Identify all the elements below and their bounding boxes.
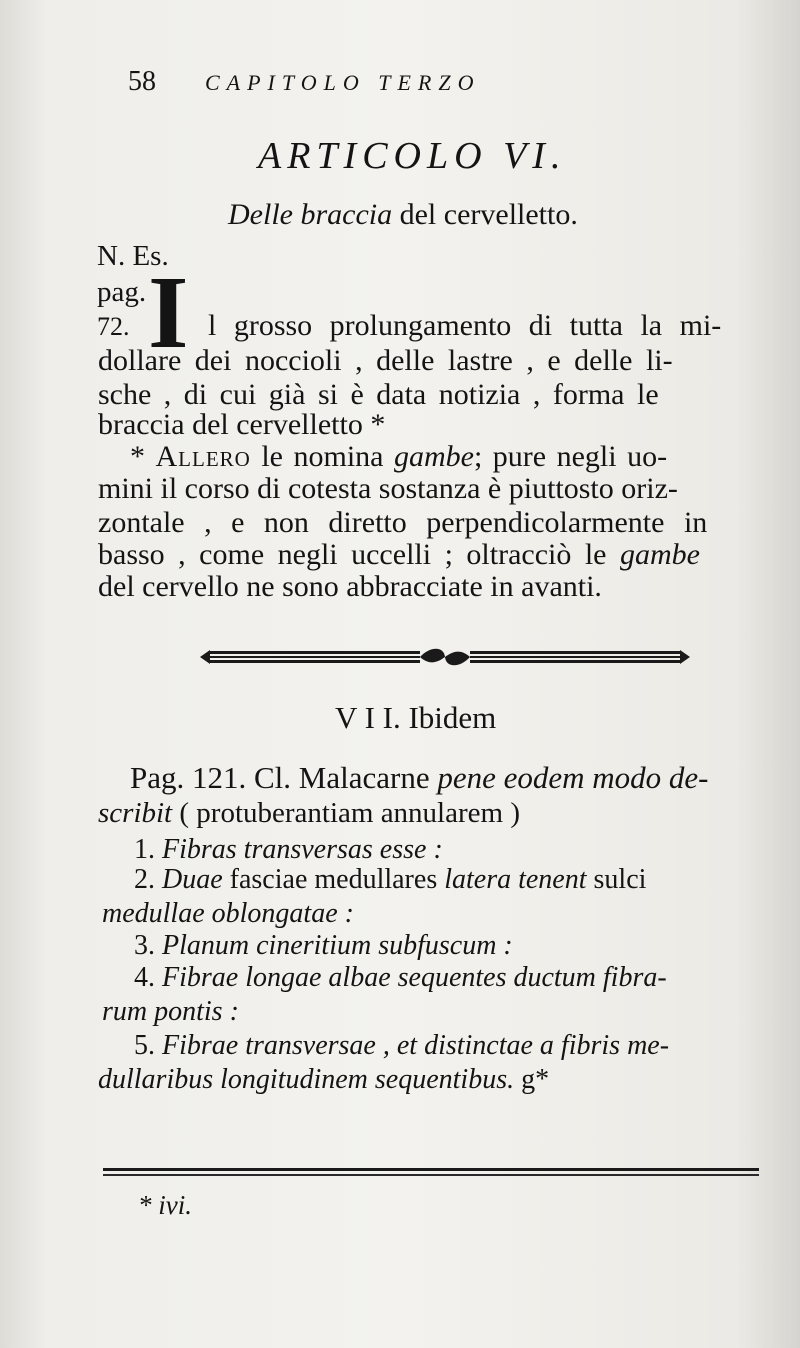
body-line: sche , di cui già si è data notizia , forma le <box>98 378 659 411</box>
body-line: dollare dei noccioli , delle lastre , e delle li- <box>98 344 673 377</box>
page-number: 58 <box>128 66 156 97</box>
list-item: 3. Planum cineritium subfuscum : <box>134 930 513 961</box>
list-item-continuation: dullaribus longitudinem sequentibus. g* <box>98 1064 550 1095</box>
chapter-title: CAPITOLO TERZO <box>205 70 481 95</box>
margin-reference-2: pag. <box>97 276 147 308</box>
section-heading: V I I. Ibidem <box>335 700 497 735</box>
list-item-continuation: rum pontis : <box>102 996 239 1027</box>
rule-line <box>103 1174 759 1176</box>
list-item: 2. Duae fasciae medullares latera tenent sulci <box>134 864 647 895</box>
footnote-line: del cervello ne sono abbracciate in avanti. <box>98 570 602 603</box>
list-item: 4. Fibrae longae albae sequentes ductum fibra- <box>134 962 667 993</box>
list-item: 1. Fibras transversas esse : <box>134 834 443 865</box>
footnote-line: basso , come negli uccelli ; oltracciò le gambe <box>98 538 700 571</box>
running-head <box>128 66 480 98</box>
list-item-continuation: medullae oblongatae : <box>102 898 354 929</box>
margin-reference-3: 72. <box>97 312 130 341</box>
footnote-line: mini il corso di cotesta sostanza è piuttosto oriz- <box>98 472 678 505</box>
section-intro-line: Pag. 121. Cl. Malacarne pene eodem modo de- <box>130 760 709 795</box>
article-heading: ARTICOLO VI. <box>258 135 567 177</box>
ornamental-divider <box>198 646 692 668</box>
author-name: Allero <box>155 440 251 473</box>
body-line: l grosso prolungamento di tutta la mi- <box>208 309 722 342</box>
article-subtitle: Delle braccia del cervelletto. <box>228 198 578 231</box>
page-footnote: * ivi. <box>138 1190 192 1220</box>
signature-mark: g* <box>514 1064 550 1095</box>
margin-reference-1: N. Es. <box>97 240 169 272</box>
footnote-rule <box>103 1168 759 1178</box>
rule-line <box>103 1168 759 1171</box>
list-item: 5. Fibrae transversae , et distinctae a fibris me- <box>134 1030 670 1061</box>
footnote-line: zontale , e non diretto perpendicolarmente in <box>98 506 708 539</box>
drop-cap: I <box>148 255 189 370</box>
body-line: braccia del cervelletto * <box>98 408 386 441</box>
section-intro-line: scribit ( protuberantiam annularem ) <box>98 797 520 829</box>
footnote-line: * Allero le nomina gambe; pure negli uo- <box>130 440 668 473</box>
